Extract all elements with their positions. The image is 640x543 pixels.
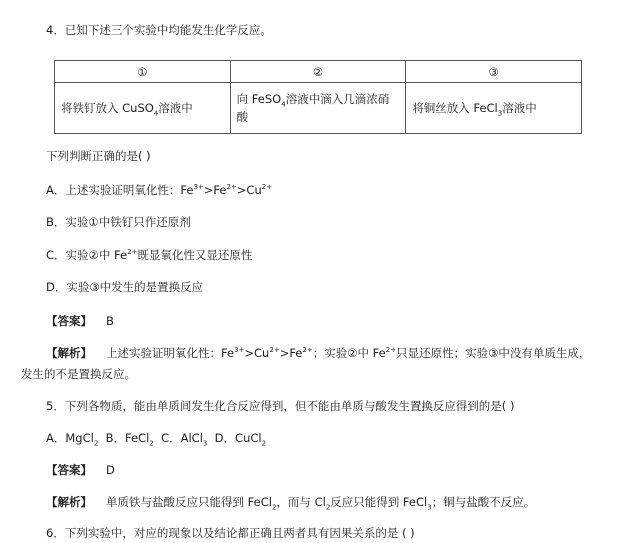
q5-stem: 5．下列各物质，能由单质间发生化合反应得到，但不能由单质与酸发生置换反应得到的是( ) (46, 399, 515, 413)
q4-prompt: 下列判断正确的是( ) (46, 149, 151, 163)
q4-analysis-line-2: 发生的不是置换反应。 (21, 367, 136, 381)
table-header-3: ③ (406, 61, 582, 83)
q4-answer: 【答案】 B (46, 314, 114, 328)
table-cell-1: 将铁钉放入 CuSO$_4$溶液中 (55, 83, 231, 134)
table-header-1: ① (55, 61, 231, 83)
q4-option-c: C．实验②中 $Fe^{2+}$既显氧化性又显还原性 (46, 248, 253, 262)
experiment-table (54, 60, 582, 134)
q4-stem: 4．已知下述三个实验中均能发生化学反应。 (46, 23, 272, 37)
table-header-2: ② (230, 61, 406, 83)
table-cell-2: 向 FeSO$_4$溶液中滴入几滴浓硝 酸 (230, 83, 406, 134)
q4-option-a: A．上述实验证明氧化性：$Fe^{3+}>Fe^{2+}>Cu^{2+}$ (46, 183, 273, 197)
q5-analysis: 【解析】 单质铁与盐酸反应只能得到 FeCl$_2$，而与 $Cl_2$反应只能得到 FeCl$_3$；铜与盐酸不反应。 (46, 495, 536, 512)
q4-option-d: D．实验③中发生的是置换反应 (46, 280, 204, 294)
q4-analysis-line-1: 【解析】 上述实验证明氧化性：$Fe^{3+}>Cu^{2+}>Fe^{2+}$；实验②中 $Fe^{2+}$只显还原性；实验③中没有单质生成， (46, 346, 591, 360)
q6-stem: 6．下列实验中，对应的现象以及结论都正确且两者具有因果关系的是 ( ) (46, 526, 415, 540)
table-cell-3: 将铜丝放入 FeCl$_3$溶液中 (406, 83, 582, 134)
q5-answer: 【答案】 D (46, 463, 115, 477)
q5-options: A．MgCl$_2$ B．FeCl$_2$ C．AlCl$_3$ D．CuCl$_2$ (46, 431, 267, 448)
q4-option-b: B．实验①中铁钉只作还原剂 (46, 215, 191, 229)
